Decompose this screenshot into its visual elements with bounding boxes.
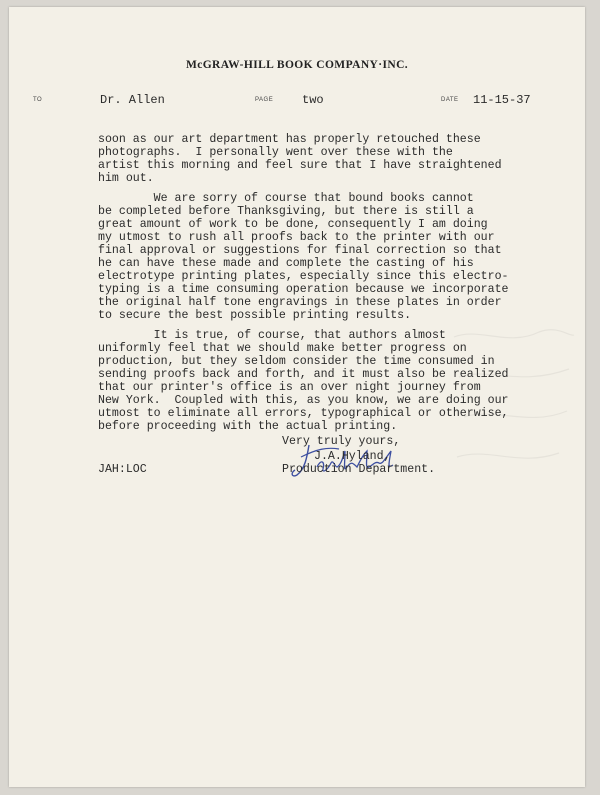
body-line: he can have these made and complete the casting of his bbox=[98, 257, 474, 270]
closing-salutation: Very truly yours, bbox=[282, 435, 401, 448]
body-line: photographs. I personally went over these with the bbox=[98, 146, 453, 159]
body-line: electrotype printing plates, especially since this electro- bbox=[98, 270, 509, 283]
body-line: It is true, of course, that authors almost bbox=[98, 329, 446, 342]
body-line: utmost to eliminate all errors, typographical or otherwise, bbox=[98, 407, 509, 420]
body-line: that our printer's office is an over night journey from bbox=[98, 381, 481, 394]
to-label: TO bbox=[33, 97, 43, 103]
letter-page bbox=[9, 7, 585, 787]
body-line: sending proofs back and forth, and it must also be realized bbox=[98, 368, 509, 381]
body-line: be completed before Thanksgiving, but there is still a bbox=[98, 205, 474, 218]
body-line: uniformly feel that we should make better progress on bbox=[98, 342, 467, 355]
typist-initials: JAH:LOC bbox=[98, 463, 147, 476]
body-line: typing is a time consuming operation because we incorporate bbox=[98, 283, 509, 296]
signer-name: J.A.Hyland, bbox=[314, 450, 391, 463]
letter-date: 11-15-37 bbox=[473, 93, 531, 107]
bleed-through-handwriting bbox=[449, 307, 579, 507]
body-line: final approval or suggestions for final correction so that bbox=[98, 244, 502, 257]
body-line: New York. Coupled with this, as you know, we are doing our bbox=[98, 394, 509, 407]
body-line: to secure the best possible printing results. bbox=[98, 309, 412, 322]
body-line: soon as our art department has properly retouched these bbox=[98, 133, 481, 146]
body-line: the original half tone engravings in these plates in order bbox=[98, 296, 502, 309]
letterhead: McGRAW-HILL BOOK COMPANY·INC. bbox=[185, 59, 409, 71]
body-line: artist this morning and feel sure that I have straightened bbox=[98, 159, 502, 172]
body-line: great amount of work to be done, consequently I am doing bbox=[98, 218, 488, 231]
date-label: DATE bbox=[441, 97, 459, 103]
body-line: before proceeding with the actual printing. bbox=[98, 420, 398, 433]
body-line: production, but they seldom consider the time consumed in bbox=[98, 355, 495, 368]
page-label: PAGE bbox=[255, 97, 274, 103]
body-line: my utmost to rush all proofs back to the printer with our bbox=[98, 231, 495, 244]
body-line: him out. bbox=[98, 172, 154, 185]
page-number: two bbox=[302, 93, 324, 107]
recipient: Dr. Allen bbox=[100, 93, 165, 107]
signer-department: Production Department. bbox=[282, 463, 436, 476]
body-line: We are sorry of course that bound books cannot bbox=[98, 192, 474, 205]
